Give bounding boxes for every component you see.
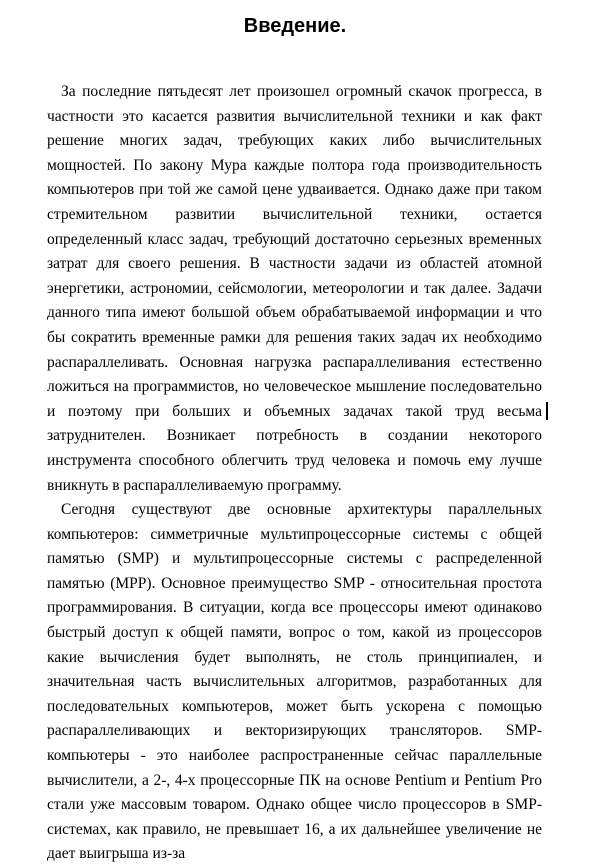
document-body[interactable] <box>47 80 542 867</box>
paragraph-architectures: Сегодня существуют две основные архитектуры параллельных компьютеров: симметричные мультипроцессорные системы с общей памятью (SMP) и мультипроцессорные системы с распределенной памятью (MPP). Основное преимущество SMP - относительная простота программирования. В ситуации, когда все процессоры имеют одинаково быстрый доступ к общей памяти, вопрос о том, какой из процессоров какие вычисления будет выполнять, не столь принципиален, и значительная часть вычислительных алгоритмов, разработанных для последовательных компьютеров, может быть ускорена с помощью распараллеливающих и векторизирующих трансляторов. SMP-компьютеры - это наиболее распространенные сейчас параллельные вычислители, а 2-, 4-х процессорные ПК на основе Pentium и Pentium Pro стали уже массовым товаром. Однако общее число процессоров в SMP-системах, как правило, не превышает 16, а их дальнейшее увеличение не дает выигрыша из-за <box>47 501 542 863</box>
paragraph-introduction: За последние пятьдесят лет произошел огромный скачок прогресса, в частности это касается развития вычислительной техники и как факт решение многих задач, требующих каких либо вычислительных мощностей. По закону Мура каждые полтора года производительность компьютеров при той же самой цене удваивается. Однако даже при таком стремительном развитии вычислительной техники, остается определенный класс задач, требующий достаточно серьезных временных затрат для своего решения. В частности задачи из областей атомной энергетики, астрономии, сейсмологии, метеорологии и так далее. Задачи данного типа имеют большой объем обрабатываемой информации и что бы сократить временные рамки для решения таких задач их необходимо распараллеливать. Основная нагрузка распараллеливания естественно ложиться на программистов, но человеческое мышление последовательно и поэтому при больших и объемных задачах такой труд весьма затруднителен. Возникает потребность в создании некоторого инструмента способного облегчить труд человека и помочь ему лучше вникнуть в распараллеливаемую программу. <box>47 83 542 494</box>
text-cursor <box>546 402 548 420</box>
page-title: Введение. <box>243 15 347 37</box>
